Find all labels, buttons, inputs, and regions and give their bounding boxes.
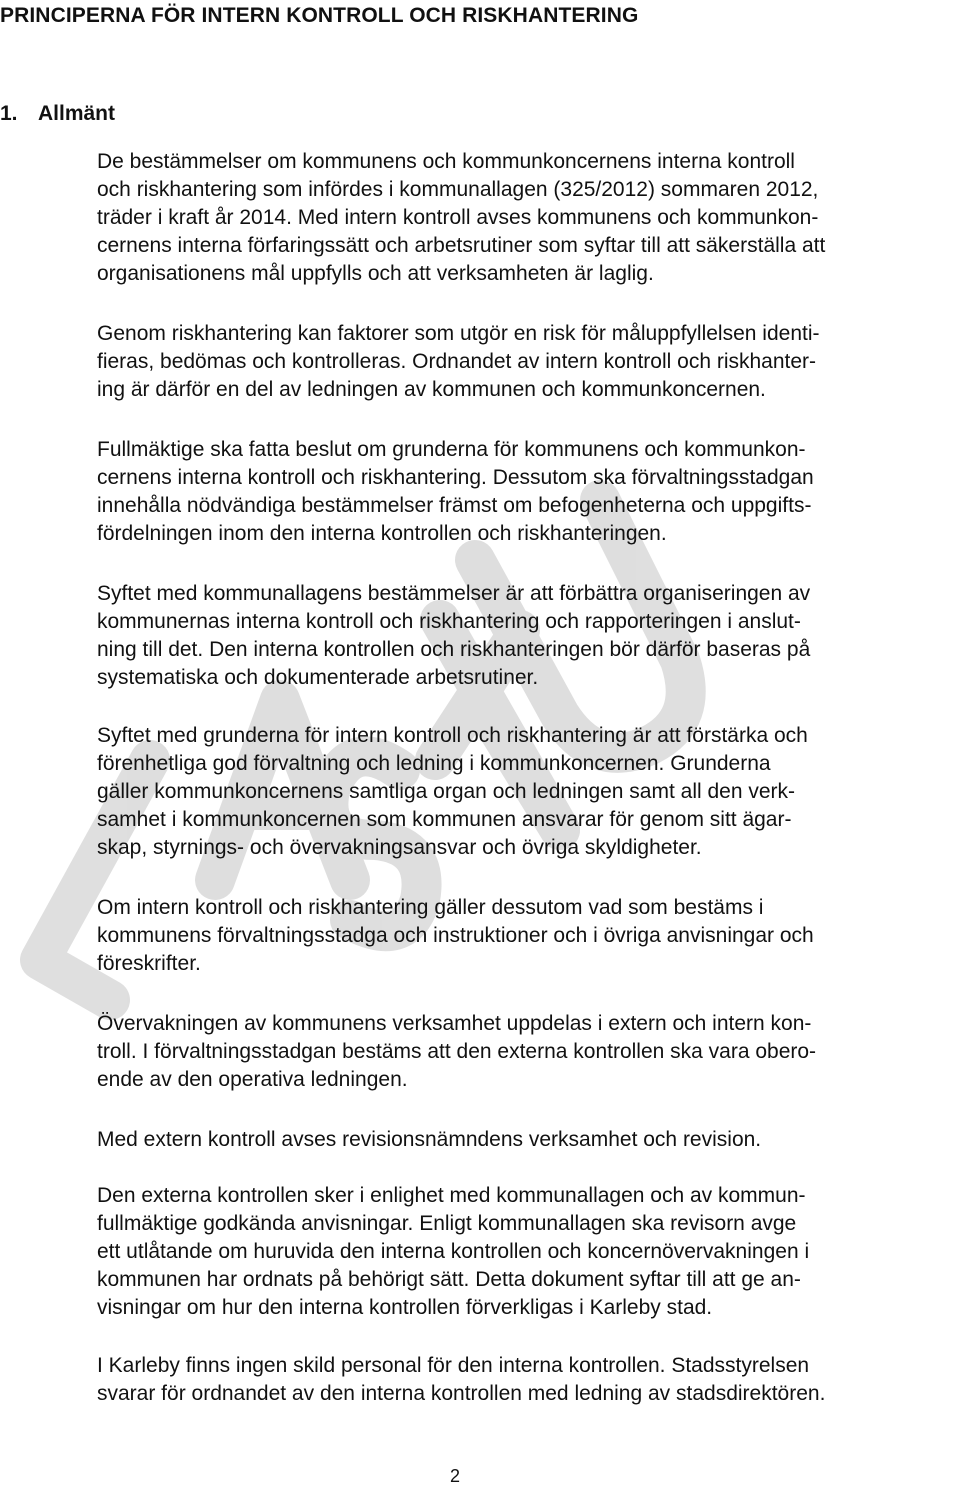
paragraph-line: fieras, bedömas och kontrolleras. Ordnandet av intern kontroll och riskhanter- [97,350,817,373]
paragraph-line: innehålla nödvändiga bestämmelser främst om befogenheterna och uppgifts- [97,494,812,517]
page-number: 2 [450,1466,461,1486]
paragraph-line: och riskhantering som infördes i kommunallagen (325/2012) sommaren 2012, [97,178,819,201]
paragraph-line: Med extern kontroll avses revisionsnämndens verksamhet och revision. [97,1128,762,1151]
paragraph-line: organisationens mål uppfylls och att verksamheten är laglig. [97,262,654,285]
paragraph [97,894,814,978]
paragraph-line: cernens interna förfaringssätt och arbetsrutiner som syftar till att säkerställa att [97,234,826,257]
paragraph-line: I Karleby finns ingen skild personal för den interna kontrollen. Stadsstyrelsen [97,1354,810,1377]
paragraph-line: Fullmäktige ska fatta beslut om grunderna för kommunens och kommunkon- [97,438,806,461]
paragraph-line: Genom riskhantering kan faktorer som utgör en risk för måluppfyllelsen identi- [97,322,820,345]
paragraph [97,320,820,404]
paragraph-line: Om intern kontroll och riskhantering gäller dessutom vad som bestäms i [97,896,764,919]
paragraph-line: svarar för ordnandet av den interna kontrollen med ledning av stadsdirektören. [97,1382,826,1405]
paragraph-line: ing är därför en del av ledningen av kommunen och kommunkoncernen. [97,378,766,401]
paragraph-line: ning till det. Den interna kontrollen och riskhanteringen bör därför baseras på [97,638,811,661]
paragraph-line: samhet i kommunkoncernen som kommunen ansvarar för genom sitt ägar- [97,808,792,831]
paragraph-line: skap, styrnings- och övervakningsansvar och övriga skyldigheter. [97,836,702,859]
paragraph-line: De bestämmelser om kommunens och kommunkoncernens interna kontroll [97,150,795,173]
paragraph [97,148,825,288]
paragraph-line: visningar om hur den interna kontrollen förverkligas i Karleby stad. [97,1296,713,1319]
paragraph [97,436,814,548]
paragraph-line: ende av den operativa ledningen. [97,1068,408,1091]
paragraph [97,580,810,692]
paragraph-line: föreskrifter. [97,952,201,975]
paragraph [97,722,808,862]
paragraph-line: fördelningen inom den interna kontrollen och riskhanteringen. [97,522,667,545]
section-title: Allmänt [38,102,116,125]
paragraph [97,1010,816,1094]
document-title: PRINCIPERNA FÖR INTERN KONTROLL OCH RISKHANTERING [0,4,639,27]
paragraph-line: cernens interna kontroll och riskhantering. Dessutom ska förvaltningsstadgan [97,466,814,489]
paragraph-line: ett utlåtande om huruvida den interna kontrollen och koncernövervakningen i [97,1240,810,1263]
paragraph-line: Syftet med grunderna för intern kontroll och riskhantering är att förstärka och [97,724,808,747]
paragraph-line: gäller kommunkoncernens samtliga organ och ledningen samt all den verk- [97,780,796,803]
paragraph-line: Övervakningen av kommunens verksamhet uppdelas i extern och intern kon- [97,1012,812,1035]
paragraph-line: fullmäktige godkända anvisningar. Enligt kommunallagen ska revisorn avge [97,1212,797,1235]
section-heading [0,102,115,126]
paragraph-line: kommunens förvaltningsstadga och instruktioner och i övriga anvisningar och [97,924,814,947]
paragraph-line: troll. I förvaltningsstadgan bestäms att den externa kontrollen ska vara obero- [97,1040,817,1063]
paragraph-line: förenhetliga god förvaltning och ledning i kommunkoncernen. Grunderna [97,752,771,775]
paragraph [97,1352,825,1408]
paragraph-line: Den externa kontrollen sker i enlighet med kommunallagen och av kommun- [97,1184,806,1207]
paragraph-line: kommunen har ordnats på behörigt sätt. Detta dokument syftar till att ge an- [97,1268,801,1291]
paragraph-line: kommunernas interna kontroll och riskhantering och rapporteringen i anslut- [97,610,801,633]
paragraph-line: Syftet med kommunallagens bestämmelser är att förbättra organiseringen av [97,582,811,605]
paragraph-line: träder i kraft år 2014. Med intern kontroll avses kommunens och kommunkon- [97,206,819,229]
paragraph [97,1126,761,1154]
section-number: 1. [0,102,18,125]
paragraph [97,1182,809,1322]
paragraph-line: systematiska och dokumenterade arbetsrutiner. [97,666,539,689]
